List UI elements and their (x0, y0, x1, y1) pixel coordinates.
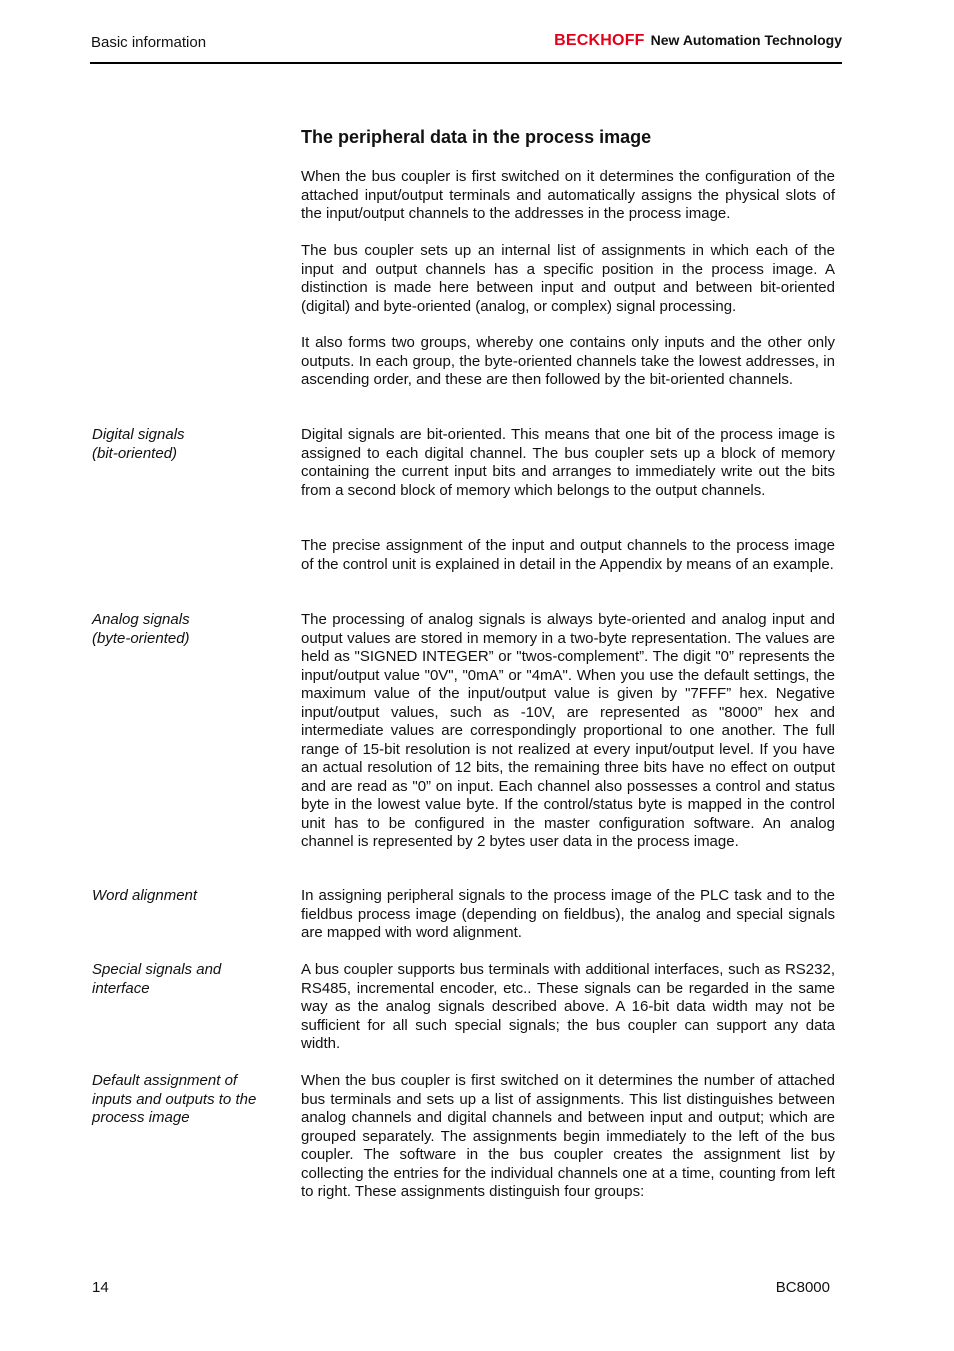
side-label (92, 426, 287, 463)
page-title: The peripheral data in the process image (301, 127, 652, 147)
paragraph: When the bus coupler is first switched on it determines the number of attached bus terminals and sets up a list of assignments. This list distinguishes between analog channels and digital channels and between input and output; which are grouped separately. The assignments begin immediately to the left of the bus coupler. The software in the bus coupler creates the assignment list by collecting the entries for the individual channels one at a time, counting from left to right. These assignments distinguish four groups: (301, 1072, 835, 1200)
side-label-line: interface (92, 979, 150, 997)
side-label-line: Default assignment of (92, 1072, 238, 1089)
document-id: BC8000 (775, 1279, 830, 1296)
paragraph: In assigning peripheral signals to the process image of the PLC task and to the fieldbus process image (depending on fieldbus), the analog and special signals are mapped with word alignment. (301, 887, 835, 941)
side-label-line: Special signals and (92, 961, 222, 978)
side-label-line: inputs and outputs to the (92, 1090, 257, 1108)
side-label-line: Digital signals (92, 426, 185, 443)
section-name: Basic information (91, 34, 207, 51)
paragraph: It also forms two groups, whereby one contains only inputs and the other only outputs. In each group, the byte-oriented channels take the lowest addresses, in ascending order, and these are then followed by the bit-oriented channels. (301, 334, 835, 388)
side-label-line: process image (92, 1109, 190, 1126)
side-label: Word alignment (92, 887, 198, 904)
side-label-line: (byte-oriented) (92, 629, 190, 647)
side-label (92, 1072, 287, 1128)
side-label-line: (bit-oriented) (92, 444, 178, 462)
page-header (90, 30, 842, 64)
brand-name: BECKHOFF (554, 32, 645, 49)
side-label (92, 961, 287, 998)
side-label (92, 611, 287, 648)
side-label-line: Analog signals (92, 611, 190, 628)
paragraph: The bus coupler sets up an internal list of assignments in which each of the input and output channels has a specific position in the process image. A distinction is made here between input and output and between bit-oriented (digital) and byte-oriented (analog, or complex) signal processing. (301, 242, 835, 315)
page-number: 14 (92, 1279, 109, 1296)
paragraph: Digital signals are bit-oriented. This means that one bit of the process image is assigned to each digital channel. The bus coupler sets up a block of memory containing the current input bits and arranges to immediately write out the bits from a second block of memory which belongs to the output channels. (301, 426, 835, 499)
brand-tagline: New Automation Technology (650, 32, 842, 48)
paragraph: The processing of analog signals is always byte-oriented and analog input and output values are stored in memory in a two-byte representation. The values are held as "SIGNED INTEGER” or "twos-complement”. The digit "0” represents the input/output value "0V", "0mA” or "4mA". When you use the default settings, the maximum value of the input/output value is given by "7FFF” hex. Negative input/output values, such as -10V, are represented as "8000” hex and intermediate values are correspondingly proportional to one another. The full range of 15-bit resolution is not realized at every input/output level. If you have an actual resolution of 12 bits, the remaining three bits have no effect on output and are read as "0” on input. Each channel also possesses a control and status byte in the lowest value byte. If the control/status byte is mapped in the control unit has to be configured in the master configuration software. An analog channel is represented by 2 bytes user data in the process image. (301, 611, 835, 850)
brand-logo (554, 32, 842, 50)
paragraph: A bus coupler supports bus terminals with additional interfaces, such as RS232, RS485, incremental encoder, etc.. These signals can be regarded in the same way as the analog signals described above. A 16-bit data width may not be sufficient for all such special signals; the bus coupler can support any data width. (301, 961, 835, 1052)
paragraph: The precise assignment of the input and output channels to the process image of the control unit is explained in detail in the Appendix by means of an example. (301, 537, 835, 573)
paragraph: When the bus coupler is first switched on it determines the configuration of the attached input/output terminals and automatically assigns the physical slots of the input/output channels to the addresses in the process image. (301, 168, 835, 222)
